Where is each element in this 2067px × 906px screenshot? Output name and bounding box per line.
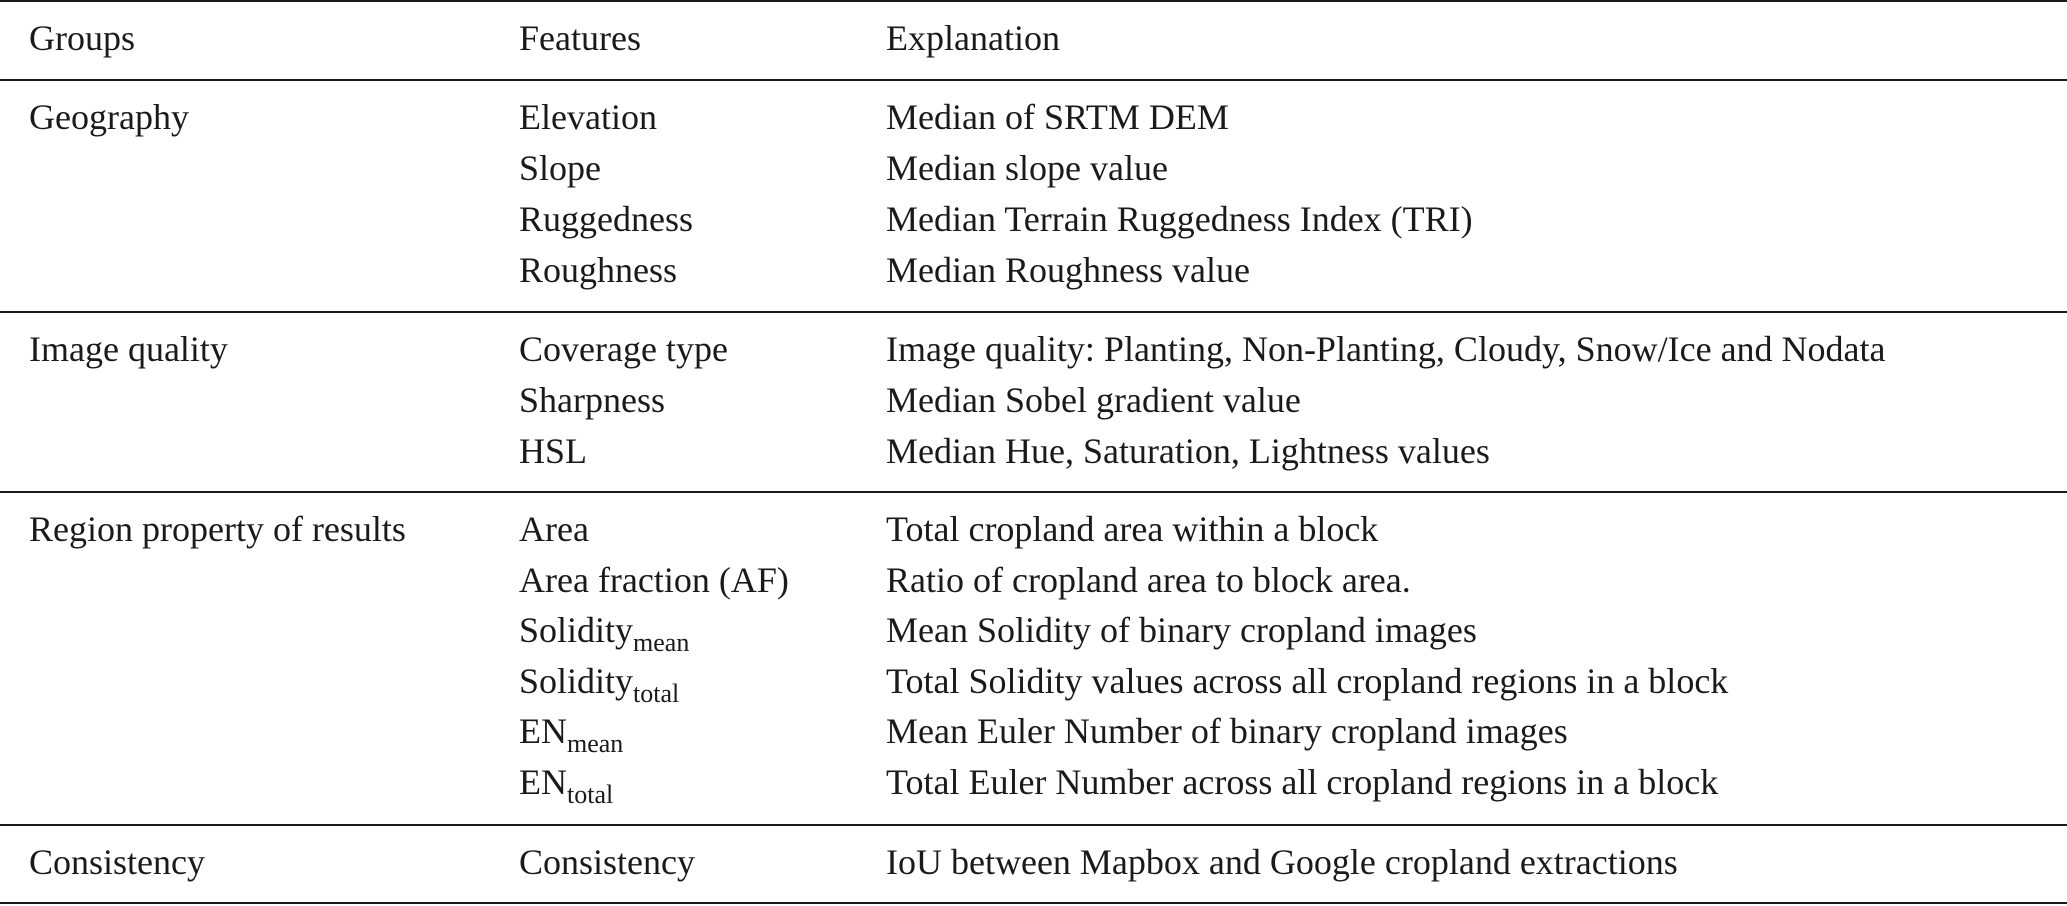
feature-ruggedness: Ruggedness — [519, 199, 693, 239]
header-features: Features — [519, 18, 641, 58]
feature-hsl: HSL — [519, 431, 588, 471]
feature-area-fraction: Area fraction (AF) — [519, 560, 789, 600]
explanation-consistency: IoU between Mapbox and Google cropland extractions — [886, 842, 1678, 882]
feature-slope: Slope — [519, 148, 602, 188]
feature-solidity-total-base: Solidity — [519, 661, 634, 701]
feature-area: Area — [519, 509, 589, 549]
explanation-hsl: Median Hue, Saturation, Lightness values — [886, 431, 1490, 471]
group-geography: Geography — [29, 97, 189, 137]
feature-en-total — [519, 757, 613, 808]
feature-coverage-type: Coverage type — [519, 329, 728, 369]
feature-en-total-sub: total — [567, 780, 614, 809]
group-region-property: Region property of results — [29, 509, 406, 549]
explanation-en-mean: Mean Euler Number of binary cropland images — [886, 711, 1568, 751]
feature-sharpness: Sharpness — [519, 380, 665, 420]
feature-solidity-mean-sub: mean — [633, 628, 690, 657]
feature-solidity-mean — [519, 605, 689, 656]
header-explanation: Explanation — [886, 18, 1060, 58]
explanation-solidity-total: Total Solidity values across all cropland regions in a block — [886, 661, 1729, 701]
explanation-sharpness: Median Sobel gradient value — [886, 380, 1301, 420]
explanation-area: Total cropland area within a block — [886, 509, 1379, 549]
feature-solidity-total — [519, 656, 679, 707]
group-image-quality: Image quality — [29, 329, 228, 369]
feature-en-mean-sub: mean — [567, 729, 624, 758]
header-rule — [0, 79, 2067, 81]
explanation-ruggedness: Median Terrain Ruggedness Index (TRI) — [886, 199, 1473, 239]
explanation-slope: Median slope value — [886, 148, 1168, 188]
explanation-elevation: Median of SRTM DEM — [886, 97, 1229, 137]
feature-en-mean — [519, 706, 623, 757]
feature-roughness: Roughness — [519, 250, 678, 290]
feature-en-mean-base: EN — [519, 711, 567, 751]
section-rule-3 — [0, 824, 2067, 826]
section-rule-1 — [0, 311, 2067, 313]
explanation-area-fraction: Ratio of cropland area to block area. — [886, 560, 1411, 600]
header-groups: Groups — [29, 18, 135, 58]
feature-solidity-mean-base: Solidity — [519, 610, 634, 650]
group-consistency: Consistency — [29, 842, 205, 882]
explanation-coverage-type: Image quality: Planting, Non-Planting, Cloudy, Snow/Ice and Nodata — [886, 329, 1886, 369]
explanation-en-total: Total Euler Number across all cropland regions in a block — [886, 762, 1719, 802]
section-rule-2 — [0, 491, 2067, 493]
explanation-solidity-mean: Mean Solidity of binary cropland images — [886, 610, 1477, 650]
feature-elevation: Elevation — [519, 97, 657, 137]
feature-consistency: Consistency — [519, 842, 695, 882]
explanation-roughness: Median Roughness value — [886, 250, 1250, 290]
top-rule — [0, 0, 2067, 2]
feature-solidity-total-sub: total — [633, 679, 680, 708]
feature-en-total-base: EN — [519, 762, 567, 802]
bottom-rule — [0, 902, 2067, 904]
